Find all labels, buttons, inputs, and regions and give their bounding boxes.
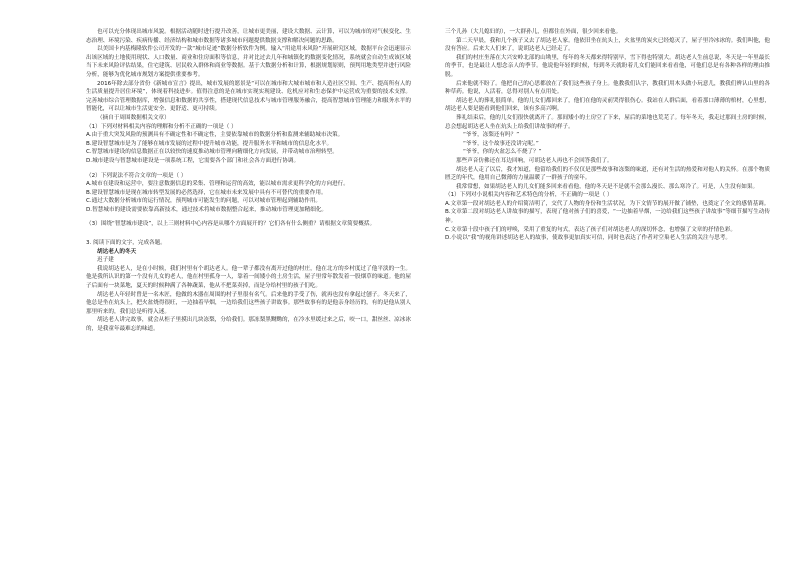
- story-question-stem: （1）下列对小说相关内容和艺术特色的分析，不正确的一项是（ ）: [445, 192, 613, 199]
- question-2-stem: （2）下列说法不符合文章的一项是（ ）: [86, 172, 187, 179]
- story-paragraph: 那些声音仿佛还在耳边回响，可胡达老人再也不会回答我们了。: [456, 157, 613, 164]
- story-title: 胡达老人的冬天: [97, 248, 137, 255]
- question-3-stem: （3）围绕“智慧城市建设”，以上三则材料中心内容是从哪个方面展开的？它们各有什么侧重？请根据文章简要概括。: [86, 221, 376, 228]
- question-2-option-c: C.通过大数据分析城市的运行情况，预判城市可能发生的问题，可以对城市管理起到辅助作用。: [86, 198, 322, 205]
- question-2-option-a: A.城市在建设和运营中，要注意数据信息的采集、管理和运营的高效，能以城市需求更科学化的方向进行。: [86, 181, 349, 188]
- section-instruction: 3. 阅读下面的文字，完成各题。: [86, 240, 166, 247]
- paragraph: 以美国卡内基梅隆软件公司开发的一款“城市足迹”数据分析软件为例。输入“用途用未风险”开展研究区域，数据平台会迅速显示出该区域的土地使用现状、人口数量、商业和住房面积等信息，并对比过去几年和城镇化的数据变化情况，系统就会自动生成该区域当下未来风险评估结果，住宅建筑、居民收入群体和商业等数据。基于大数据分析和计算，根据规划原则，预判用地类型并进行风险分析，能够为优化城市规划方案提供重要参考。: [86, 46, 411, 78]
- story-paragraph: 胡达老人的葬礼很简单。他的儿女们都回来了，他们在他的灵前哭得很伤心。我站在人群后面，看着那口薄薄的棺材，心里想，胡达老人要是能看到他们回来，该有多高兴啊。: [445, 97, 770, 113]
- story-question-option-b: B.文章第二段对胡达老人讲故事的描写，表现了他对孩子们的喜爱，“一边抽着旱烟，一边给我们这些孩子讲故事”等细节描写生动传神。: [445, 209, 770, 225]
- question-1-option-c: C.智慧城市建设的信息数据正在以较快的速度推动城市管理向精细化方向发展，并带动城市治理转型。: [86, 149, 338, 156]
- story-paragraph: 我们的村庄坐落在大兴安岭北部的山坳里，每年的冬天都来得特别早，雪下得也特别大。胡达老人生前总说，冬天是一年里最长的季节，也是最让人想念亲人的季节。他说他年轻的时候，每到冬天就盼着儿女们能回来看看他，可他们总是有各种各样的理由推脱。: [445, 54, 770, 78]
- question-1-option-a: A.由于重大突发风险的预测具有不确定性和不确定性，主要依靠城市的数据分析和监测来辅助城市决策。: [86, 132, 344, 139]
- dialogue-line: “爷爷，冻梨还有吗？”: [463, 132, 520, 139]
- paragraph: 2016年除去部分省份《新城市宣言》提出，城市发展的愿景是“可以在城市和大城市城市和人造社区空间、生产、提高所有人的生活质量提升居住环境”，体现着科技进步。值得注意的是在城市实现实现建设、危机应对和生态保护中运营成为重要的技术支撑。完善城市综合管理数据库，增强信息和数据的共享性，搭建现代信息技术与城市管理服务融合，提高智慧城市管理能力和服务水平的智能化，可以让城市生活更安全、更舒适、更可持续。: [86, 80, 411, 113]
- story-question-option-a: A.文章第一段对胡达老人的介绍简洁明了，交代了人物的身份和生活状况，为下文情节的展开做了铺垫，也奠定了全文的感情基调。: [445, 200, 770, 207]
- paragraph: 也可以充分体现出城市风貌。根据活动随时进行提升改善，让城市更美丽，建设大数据、云计算，可以为城市的对气候变化、生态治理、环境污染、疾病传播、经济结构和城市数据等诸多城市问题提供数据支撑和解决问题的思路。: [86, 29, 411, 44]
- right-column: [445, 28, 770, 552]
- left-column: [86, 28, 411, 552]
- story-paragraph: 我常常想，如果胡达老人的儿女们能多回来看看他，他的冬天是不是就不会那么漫长、那么寒冷了。可是，人生没有如果。: [456, 183, 759, 190]
- story-paragraph: 后来他就不盼了。他把自己的心思都放在了我们这些孩子身上。他教我们认字，教我们用木头做小玩意儿，教我们辨认山里的各种草药。他说，人活着，总得对别人有点用处。: [445, 80, 770, 96]
- question-2-option-b: B.建设智慧城市是现在城市转型发展的必然选择，它在城市未来发展中具有不可替代的重要作用。: [86, 189, 327, 196]
- question-2-option-d: D.智慧城市的建设需要依靠高新技术，通过技术将城市数据整合起来，推动城市管理更加精细化。: [86, 206, 328, 213]
- story-question-option-d: D.小说以“我”的视角讲述胡达老人的故事，使故事更加真实可信，同时也表达了作者对空巢老人生活的关注与思考。: [445, 235, 731, 242]
- story-paragraph: 胡达老人走了以后，我才知道，他留给我们的不仅仅是那些故事和冻梨的味道，还有对生活的热爱和对他人的关怀。在那个物质匮乏的年代，他用自己微薄的力量温暖了一群孩子的童年。: [445, 166, 770, 182]
- story-paragraph: 三个儿孙（大儿媳妇的），一大群孙儿，但都住在外面，很少回来看他。: [445, 29, 622, 35]
- story-paragraph: 胡达老人讲完故事，就会从柜子里摸出几块冻梨，分给我们。那冻梨黑黝黝的，在冷水里缓过来之后，咬一口，甜丝丝、凉冰冰的，是我童年最难忘的味道。: [86, 317, 411, 332]
- question-1-stem: （1）下列对材料相关内容的理解和分析不正确的一项是（ ）: [86, 123, 237, 130]
- story-paragraph: 第二天早晨，我和几个孩子又去了胡达老人家。他依旧坐在炕头上，火盆里的炭火已经熄灭了，屋子里冷冰冰的。我们叫他，他没有答应。后来大人们来了，说胡达老人已经走了。: [445, 37, 770, 53]
- dialogue-line: “爷爷，这个故事还没讲完呢。”: [463, 140, 539, 147]
- question-1-option-b: B.建设智慧城市是为了能够在城市发展的过程中提升城市功能，提升服务水平和城市的信息化水平。: [86, 140, 333, 147]
- story-author: 迟子建: [97, 257, 114, 264]
- question-1-option-d: D.城市建设与智慧城市建设是一项系统工程，它需要各个部门和社会各方面进行协调。: [86, 157, 300, 164]
- source-note: （摘自于周围数据相关文章）: [97, 114, 170, 121]
- dialogue-line: “爷爷，你的火盆怎么不烧了？”: [463, 149, 542, 156]
- story-paragraph: 我说胡达老人，是在小时候，我们村里有个胡达老人。他一辈子都没有离开过他的村庄，他在北方的乡村度过了他平淡的一生。他是我所认识的第一个没有儿女的老人，他在村里孤身一人，靠着一间矮小的土房生活，屋子里常年散发着一股烟草的味道。他的屋子后面有一块菜地，夏天的时候种满了各种蔬菜，他从不把菜卖掉，而是分给村里的孩子们吃。: [86, 265, 411, 290]
- story-question-option-c: C.文章第十段中孩子们的呼唤，采用了重复的句式，表达了孩子们对胡达老人的深切怀念，也增强了文章的抒情色彩。: [445, 226, 736, 233]
- story-paragraph: 葬礼结束后，他的儿女们很快就离开了。那间矮小的土房空了下来，屋后的菜地也荒芜了。每年冬天，我走过那间土房的时候，总会想起胡达老人坐在炕头上给我们讲故事的样子。: [445, 114, 770, 130]
- story-paragraph: 胡达老人年轻时曾是一名木匠，他做的木器在周围的村子里很有名气。后来他的手受了伤，就再也没有拿起过刨子。冬天来了，他总是坐在炕头上，把火盆烧得很旺，一边抽着旱烟，一边给我们这些孩子讲故事。那些故事有的是他亲身经历的，有的是他从别人那里听来的，我们总是听得入迷。: [86, 291, 411, 315]
